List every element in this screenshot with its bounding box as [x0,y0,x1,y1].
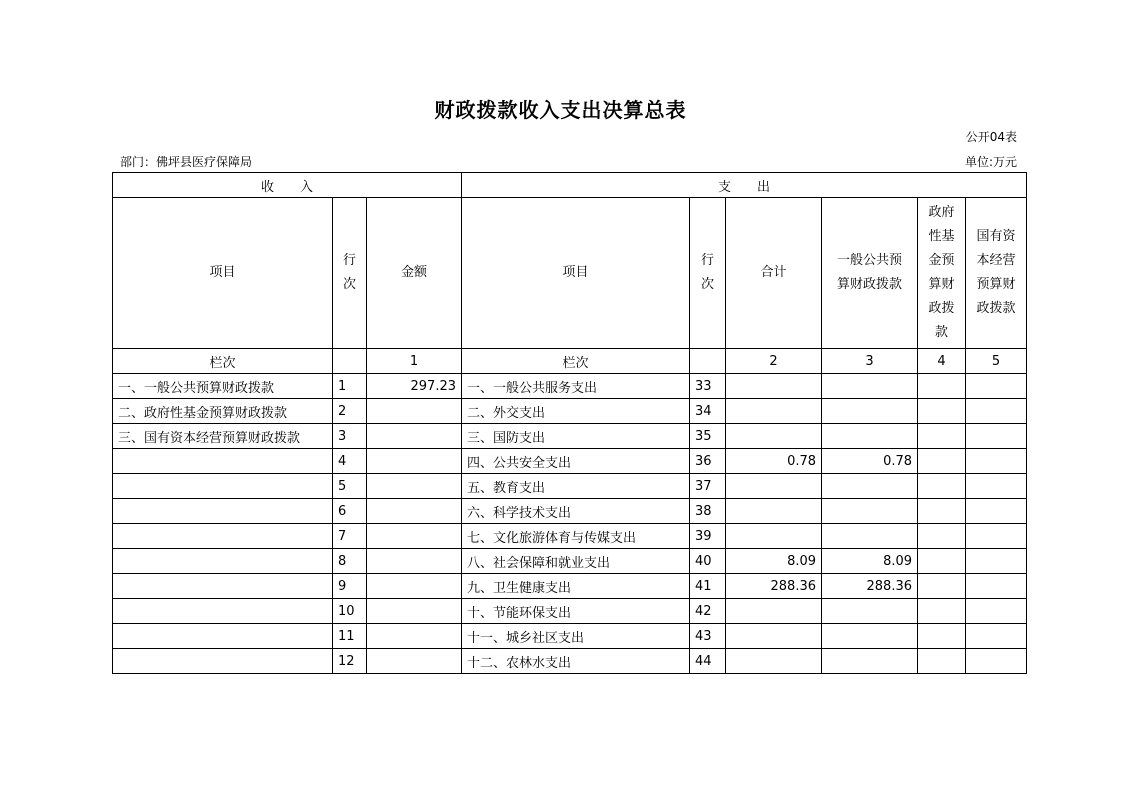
income-amount-cell [367,399,462,424]
expense-item-cell: 四、公共安全支出 [462,449,690,474]
header-state-capital: 国有资本经营预算财政拨款 [966,198,1027,349]
income-amount-cell [367,649,462,674]
state-capital-cell [966,424,1027,449]
general-budget-cell [822,399,918,424]
gov-fund-cell [918,549,966,574]
income-amount-cell [367,424,462,449]
header-total: 合计 [726,198,822,349]
total-cell [726,499,822,524]
gov-fund-cell [918,574,966,599]
expense-item-cell: 十、节能环保支出 [462,599,690,624]
budget-summary-table [112,172,1027,674]
col-blank-left [333,349,367,374]
gov-fund-cell [918,649,966,674]
total-cell [726,624,822,649]
table-row [113,574,1027,599]
expense-item-cell: 九、卫生健康支出 [462,574,690,599]
expense-row-number: 36 [690,449,726,474]
income-item-cell [113,574,333,599]
income-item-cell [113,624,333,649]
state-capital-cell [966,524,1027,549]
general-budget-cell: 8.09 [822,549,918,574]
header-income-item: 项目 [113,198,333,349]
expense-row-number: 37 [690,474,726,499]
income-amount-cell [367,624,462,649]
income-row-number: 1 [333,374,367,399]
income-row-number: 7 [333,524,367,549]
unit-label: 单位:万元 [964,155,1017,169]
general-budget-cell [822,649,918,674]
gov-fund-cell [918,399,966,424]
header-income-amount: 金额 [367,198,462,349]
state-capital-cell [966,449,1027,474]
page-title: 财政拨款收入支出决算总表 [434,98,687,122]
income-item-cell: 二、政府性基金预算财政拨款 [113,399,333,424]
expense-row-number: 42 [690,599,726,624]
income-row-number: 10 [333,599,367,624]
total-cell [726,599,822,624]
gov-fund-cell [918,524,966,549]
total-cell [726,374,822,399]
income-amount-cell: 297.23 [367,374,462,399]
col-label-right: 栏次 [462,349,690,374]
general-budget-cell [822,524,918,549]
general-budget-cell [822,599,918,624]
col-number-general: 3 [822,349,918,374]
general-budget-cell: 0.78 [822,449,918,474]
expense-item-cell: 五、教育支出 [462,474,690,499]
total-cell: 288.36 [726,574,822,599]
table-row [113,499,1027,524]
expense-row-number: 34 [690,399,726,424]
expense-row-number: 35 [690,424,726,449]
col-label-left: 栏次 [113,349,333,374]
state-capital-cell [966,374,1027,399]
column-header-row [113,198,1027,349]
state-capital-cell [966,499,1027,524]
income-item-cell [113,474,333,499]
expense-row-number: 41 [690,574,726,599]
expense-row-number: 44 [690,649,726,674]
income-item-cell: 三、国有资本经营预算财政拨款 [113,424,333,449]
income-item-cell: 一、一般公共预算财政拨款 [113,374,333,399]
department-label: 部门：佛坪县医疗保障局 [120,155,253,169]
header-income-row: 行次 [333,198,367,349]
expense-section-header: 支 出 [462,173,1027,198]
header-general-budget: 一般公共预算财政拨款 [822,198,918,349]
section-header-row [113,173,1027,198]
expense-item-cell: 一、一般公共服务支出 [462,374,690,399]
expense-item-cell: 三、国防支出 [462,424,690,449]
state-capital-cell [966,549,1027,574]
state-capital-cell [966,624,1027,649]
table-row [113,599,1027,624]
header-gov-fund: 政府性基金预算财政拨款 [918,198,966,349]
income-amount-cell [367,549,462,574]
income-item-cell [113,524,333,549]
expense-item-cell: 六、科学技术支出 [462,499,690,524]
income-amount-cell [367,524,462,549]
table-row [113,399,1027,424]
income-row-number: 9 [333,574,367,599]
income-amount-cell [367,474,462,499]
table-row [113,549,1027,574]
gov-fund-cell [918,624,966,649]
col-number-capital: 5 [966,349,1027,374]
income-item-cell [113,499,333,524]
income-row-number: 6 [333,499,367,524]
expense-item-cell: 七、文化旅游体育与传媒支出 [462,524,690,549]
col-blank-right [690,349,726,374]
general-budget-cell [822,499,918,524]
expense-row-number: 40 [690,549,726,574]
total-cell [726,524,822,549]
income-row-number: 2 [333,399,367,424]
general-budget-cell [822,624,918,649]
income-amount-cell [367,499,462,524]
income-row-number: 5 [333,474,367,499]
table-row [113,424,1027,449]
table-row [113,374,1027,399]
expense-row-number: 33 [690,374,726,399]
income-row-number: 11 [333,624,367,649]
income-amount-cell [367,449,462,474]
table-row [113,524,1027,549]
total-cell [726,649,822,674]
income-row-number: 3 [333,424,367,449]
total-cell [726,474,822,499]
expense-item-cell: 二、外交支出 [462,399,690,424]
state-capital-cell [966,599,1027,624]
income-item-cell [113,549,333,574]
state-capital-cell [966,474,1027,499]
income-item-cell [113,599,333,624]
income-row-number: 4 [333,449,367,474]
expense-item-cell: 八、社会保障和就业支出 [462,549,690,574]
income-amount-cell [367,599,462,624]
col-number-total: 2 [726,349,822,374]
gov-fund-cell [918,499,966,524]
income-row-number: 12 [333,649,367,674]
expense-row-number: 43 [690,624,726,649]
gov-fund-cell [918,449,966,474]
expense-item-cell: 十二、农林水支出 [462,649,690,674]
header-expense-row: 行次 [690,198,726,349]
general-budget-cell [822,424,918,449]
table-row [113,474,1027,499]
income-row-number: 8 [333,549,367,574]
header-expense-item: 项目 [462,198,690,349]
total-cell: 0.78 [726,449,822,474]
table-row [113,449,1027,474]
income-item-cell [113,449,333,474]
table-row [113,649,1027,674]
income-amount-cell [367,574,462,599]
state-capital-cell [966,399,1027,424]
expense-row-number: 38 [690,499,726,524]
state-capital-cell [966,574,1027,599]
general-budget-cell: 288.36 [822,574,918,599]
gov-fund-cell [918,599,966,624]
total-cell [726,424,822,449]
total-cell [726,399,822,424]
col-number-amount: 1 [367,349,462,374]
total-cell: 8.09 [726,549,822,574]
form-code: 公开04表 [965,130,1017,144]
income-item-cell [113,649,333,674]
gov-fund-cell [918,424,966,449]
income-section-header: 收 入 [113,173,462,198]
general-budget-cell [822,474,918,499]
gov-fund-cell [918,474,966,499]
expense-item-cell: 十一、城乡社区支出 [462,624,690,649]
column-number-row [113,349,1027,374]
state-capital-cell [966,649,1027,674]
expense-row-number: 39 [690,524,726,549]
gov-fund-cell [918,374,966,399]
table-row [113,624,1027,649]
col-number-fund: 4 [918,349,966,374]
general-budget-cell [822,374,918,399]
